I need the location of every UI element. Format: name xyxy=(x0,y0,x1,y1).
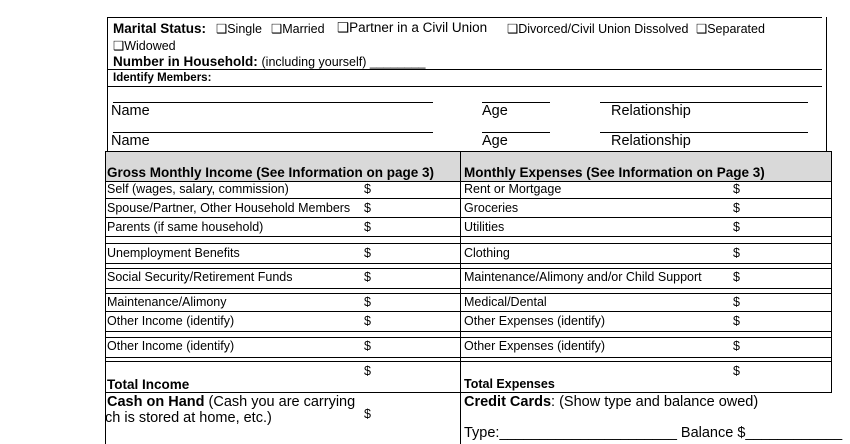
option-widowed-label: Widowed xyxy=(124,39,176,53)
credit-card-type-balance-field[interactable]: Type:______________________ Balance $____________ xyxy=(464,425,843,441)
income-row-currency[interactable]: $ xyxy=(364,201,371,215)
option-divorced-label: Divorced/Civil Union Dissolved xyxy=(518,22,689,36)
expense-row-currency[interactable]: $ xyxy=(733,220,740,234)
member2-relationship-label: Relationship xyxy=(611,133,691,149)
household-row xyxy=(113,54,426,69)
income-row-label: Social Security/Retirement Funds xyxy=(107,270,293,284)
total-income-currency[interactable]: $ xyxy=(364,364,371,378)
credit-cards-label: Credit Cards xyxy=(464,394,552,410)
member1-name-label: Name xyxy=(111,103,150,119)
expenses-header: Monthly Expenses (See Information on Page 3) xyxy=(464,165,765,180)
total-income-label: Total Income xyxy=(107,377,190,392)
household-hint[interactable]: (including yourself) ________ xyxy=(261,55,426,69)
expense-row-currency[interactable]: $ xyxy=(733,314,740,328)
total-expenses-currency[interactable]: $ xyxy=(733,364,740,378)
checkbox-icon[interactable]: ❑ xyxy=(113,39,125,53)
option-civil-union-label: Partner in a Civil Union xyxy=(349,20,488,35)
expense-row-label: Other Expenses (identify) xyxy=(464,339,606,353)
option-married-label: Married xyxy=(282,22,325,36)
member1-name-field[interactable] xyxy=(113,101,433,103)
cash-on-hand-desc-2: ch is stored at home, etc.) xyxy=(105,410,272,426)
expense-row-label: Maintenance/Alimony and/or Child Support xyxy=(464,270,702,284)
option-divorced[interactable] xyxy=(507,21,688,36)
option-widowed[interactable] xyxy=(113,38,176,53)
option-married[interactable] xyxy=(271,21,325,36)
income-row-label: Other Income (identify) xyxy=(107,314,235,328)
cash-on-hand-desc: (Cash you are carrying xyxy=(208,394,356,410)
cash-on-hand-currency[interactable]: $ xyxy=(364,407,371,421)
income-row-label: Maintenance/Alimony xyxy=(107,295,227,309)
checkbox-icon[interactable]: ❑ xyxy=(337,20,350,35)
expense-row-label: Utilities xyxy=(464,220,505,234)
income-row-currency[interactable]: $ xyxy=(364,220,371,234)
checkbox-icon[interactable]: ❑ xyxy=(271,22,283,36)
expense-row-label: Groceries xyxy=(464,201,519,215)
checkbox-icon[interactable]: ❑ xyxy=(696,22,708,36)
income-row-currency[interactable]: $ xyxy=(364,314,371,328)
expense-row-currency[interactable]: $ xyxy=(733,201,740,215)
income-row-currency[interactable]: $ xyxy=(364,339,371,353)
option-single[interactable] xyxy=(216,21,262,36)
total-expenses-label: Total Expenses xyxy=(464,377,555,391)
cash-on-hand-row xyxy=(107,394,355,410)
income-row-currency[interactable]: $ xyxy=(364,270,371,284)
marital-status-row xyxy=(113,21,206,36)
income-row-currency[interactable]: $ xyxy=(364,246,371,260)
income-row-label: Parents (if same household) xyxy=(107,220,264,234)
expense-row-currency[interactable]: $ xyxy=(733,339,740,353)
checkbox-icon[interactable]: ❑ xyxy=(216,22,228,36)
option-single-label: Single xyxy=(227,22,262,36)
credit-cards-desc: : (Show type and balance owed) xyxy=(551,394,759,410)
income-row-currency[interactable]: $ xyxy=(364,182,371,196)
expense-row-label: Other Expenses (identify) xyxy=(464,314,606,328)
household-label: Number in Household: xyxy=(113,54,258,69)
expense-row-label: Medical/Dental xyxy=(464,295,547,309)
expense-row-currency[interactable]: $ xyxy=(733,295,740,309)
expense-row-label: Clothing xyxy=(464,246,510,260)
expense-row-currency[interactable]: $ xyxy=(733,270,740,284)
option-separated-label: Separated xyxy=(707,22,765,36)
checkbox-icon[interactable]: ❑ xyxy=(507,22,519,36)
expense-row-currency[interactable]: $ xyxy=(733,246,740,260)
credit-cards-row xyxy=(464,394,758,410)
cash-on-hand-label: Cash on Hand xyxy=(107,394,205,410)
expense-row-currency[interactable]: $ xyxy=(733,182,740,196)
member2-age-label: Age xyxy=(482,133,508,149)
marital-status-label: Marital Status: xyxy=(113,21,207,36)
identify-members-label: Identify Members: xyxy=(113,72,212,84)
income-row-label: Spouse/Partner, Other Household Members xyxy=(107,201,351,215)
member2-name-label: Name xyxy=(111,133,150,149)
income-row-currency[interactable]: $ xyxy=(364,295,371,309)
income-row-label: Other Income (identify) xyxy=(107,339,235,353)
option-civil-union[interactable] xyxy=(337,20,487,36)
income-header: Gross Monthly Income (See Information on page 3) xyxy=(107,165,435,180)
expense-row-label: Rent or Mortgage xyxy=(464,182,562,196)
member2-name-field[interactable] xyxy=(113,131,433,133)
option-separated[interactable] xyxy=(696,21,765,36)
member1-age-label: Age xyxy=(482,103,508,119)
member1-relationship-label: Relationship xyxy=(611,103,691,119)
income-row-label: Self (wages, salary, commission) xyxy=(107,182,289,196)
income-row-label: Unemployment Benefits xyxy=(107,246,240,260)
